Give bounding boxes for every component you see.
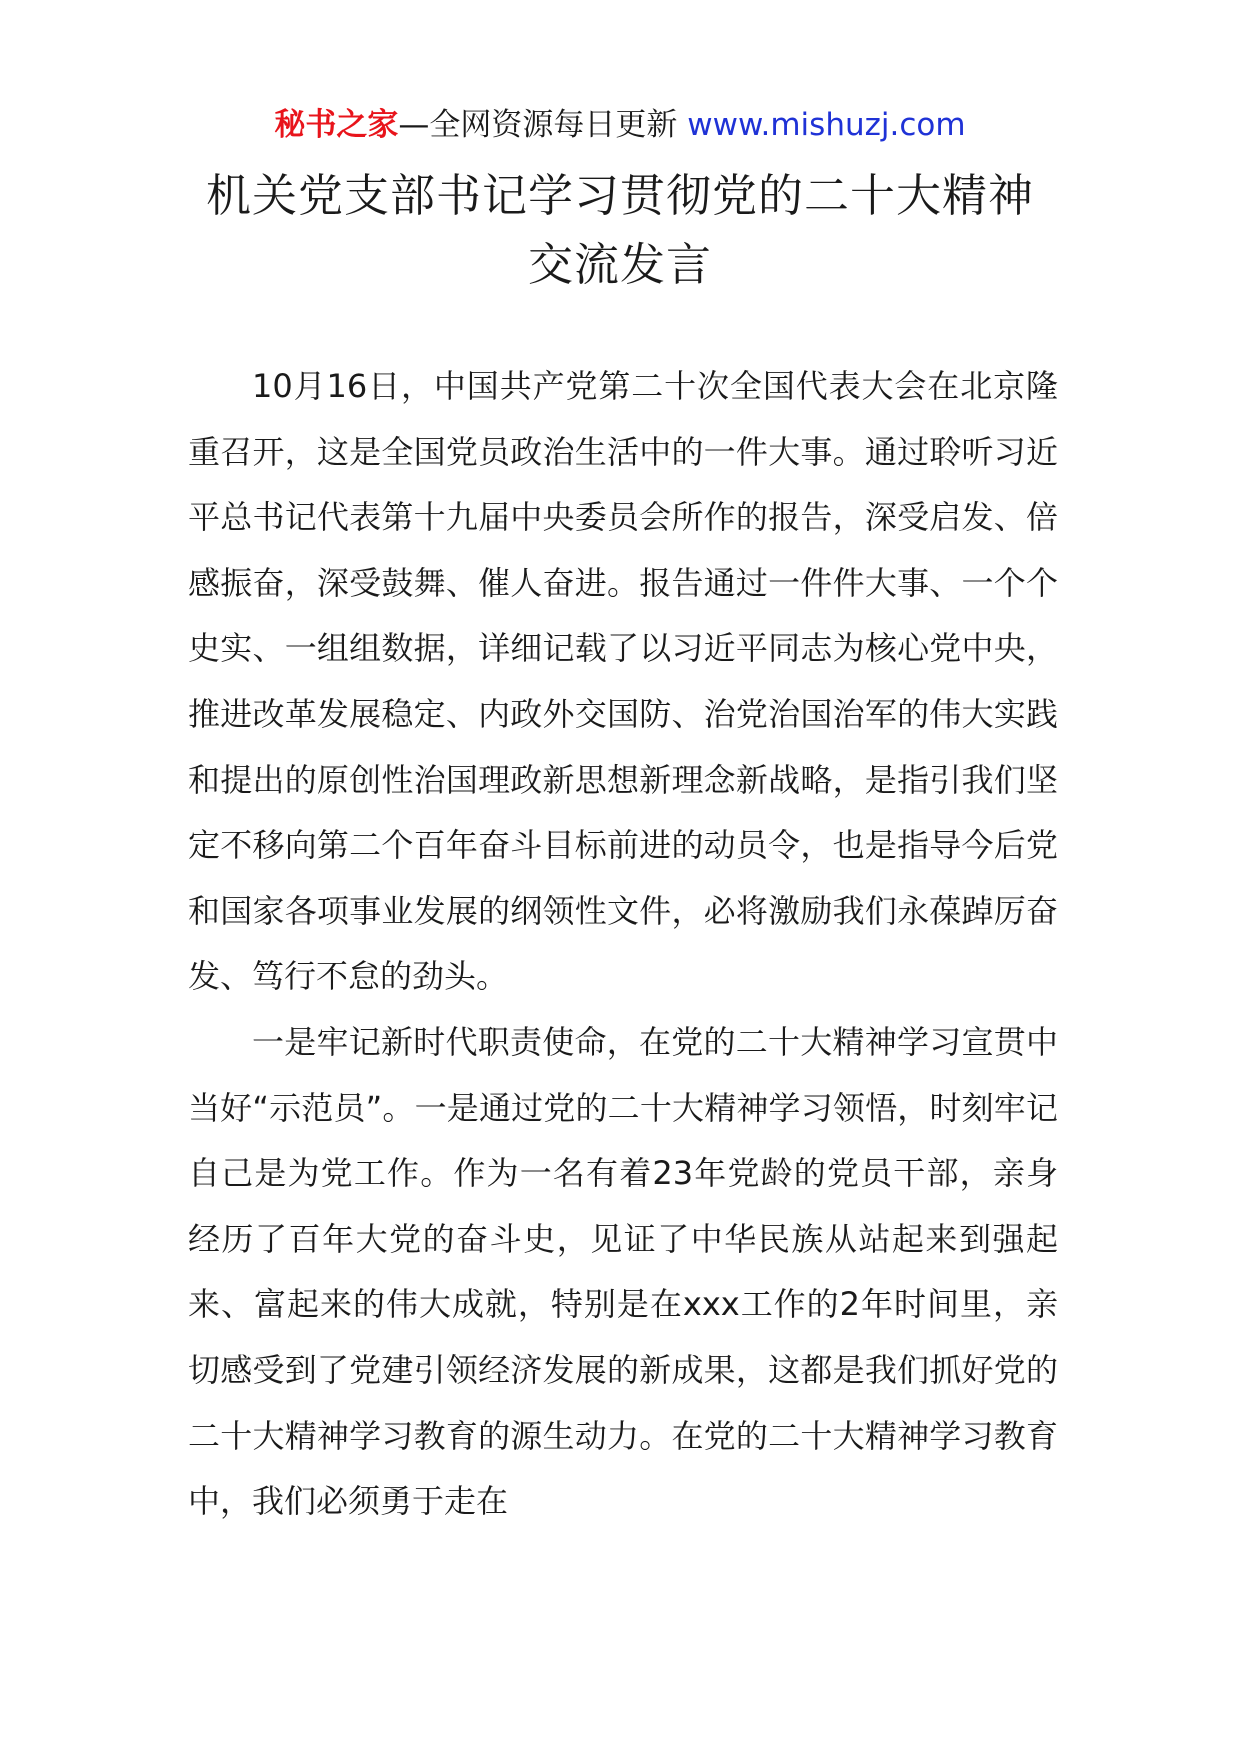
document-title-line-1: 机关党支部书记学习贯彻党的二十大精神 bbox=[205, 169, 1034, 222]
site-url-link[interactable]: www.mishuzj.com bbox=[687, 107, 966, 143]
site-brand: 秘书之家 bbox=[274, 107, 399, 143]
site-tagline: —全网资源每日更新 bbox=[398, 107, 688, 143]
document-title-line-2: 交流发言 bbox=[527, 238, 712, 291]
document-title bbox=[0, 161, 1240, 299]
site-banner bbox=[0, 103, 1240, 147]
body-paragraph-1: 10月16日，中国共产党第二十次全国代表大会在北京隆重召开，这是全国党员政治生活中的一件大事。通过聆听习近平总书记代表第十九届中央委员会所作的报告，深受启发、倍感振奋，深受鼓舞、催人奋进。报告通过一件件大事、一个个史实、一组组数据，详细记载了以习近平同志为核心党中央，推进改革发展稳定、内政外交国防、治党治国治军的伟大实践和提出的原创性治国理政新思想新理念新战略，是指引我们坚定不移向第二个百年奋斗目标前进的动员令，也是指导今后党和国家各项事业发展的纲领性文件，必将激励我们永葆踔厉奋发、笃行不怠的劲头。 bbox=[188, 367, 1058, 996]
document-body bbox=[188, 354, 1058, 1535]
body-paragraph-2: 一是牢记新时代职责使命，在党的二十大精神学习宣贯中当好“示范员”。一是通过党的二十大精神学习领悟，时刻牢记自己是为党工作。作为一名有着23年党龄的党员干部，亲身经历了百年大党的奋斗史，见证了中华民族从站起来到强起来、富起来的伟大成就，特别是在xxx工作的2年时间里，亲切感受到了党建引领经济发展的新成果，这都是我们抓好党的二十大精神学习教育的源生动力。在党的二十大精神学习教育中，我们必须勇于走在 bbox=[188, 1022, 1058, 1521]
